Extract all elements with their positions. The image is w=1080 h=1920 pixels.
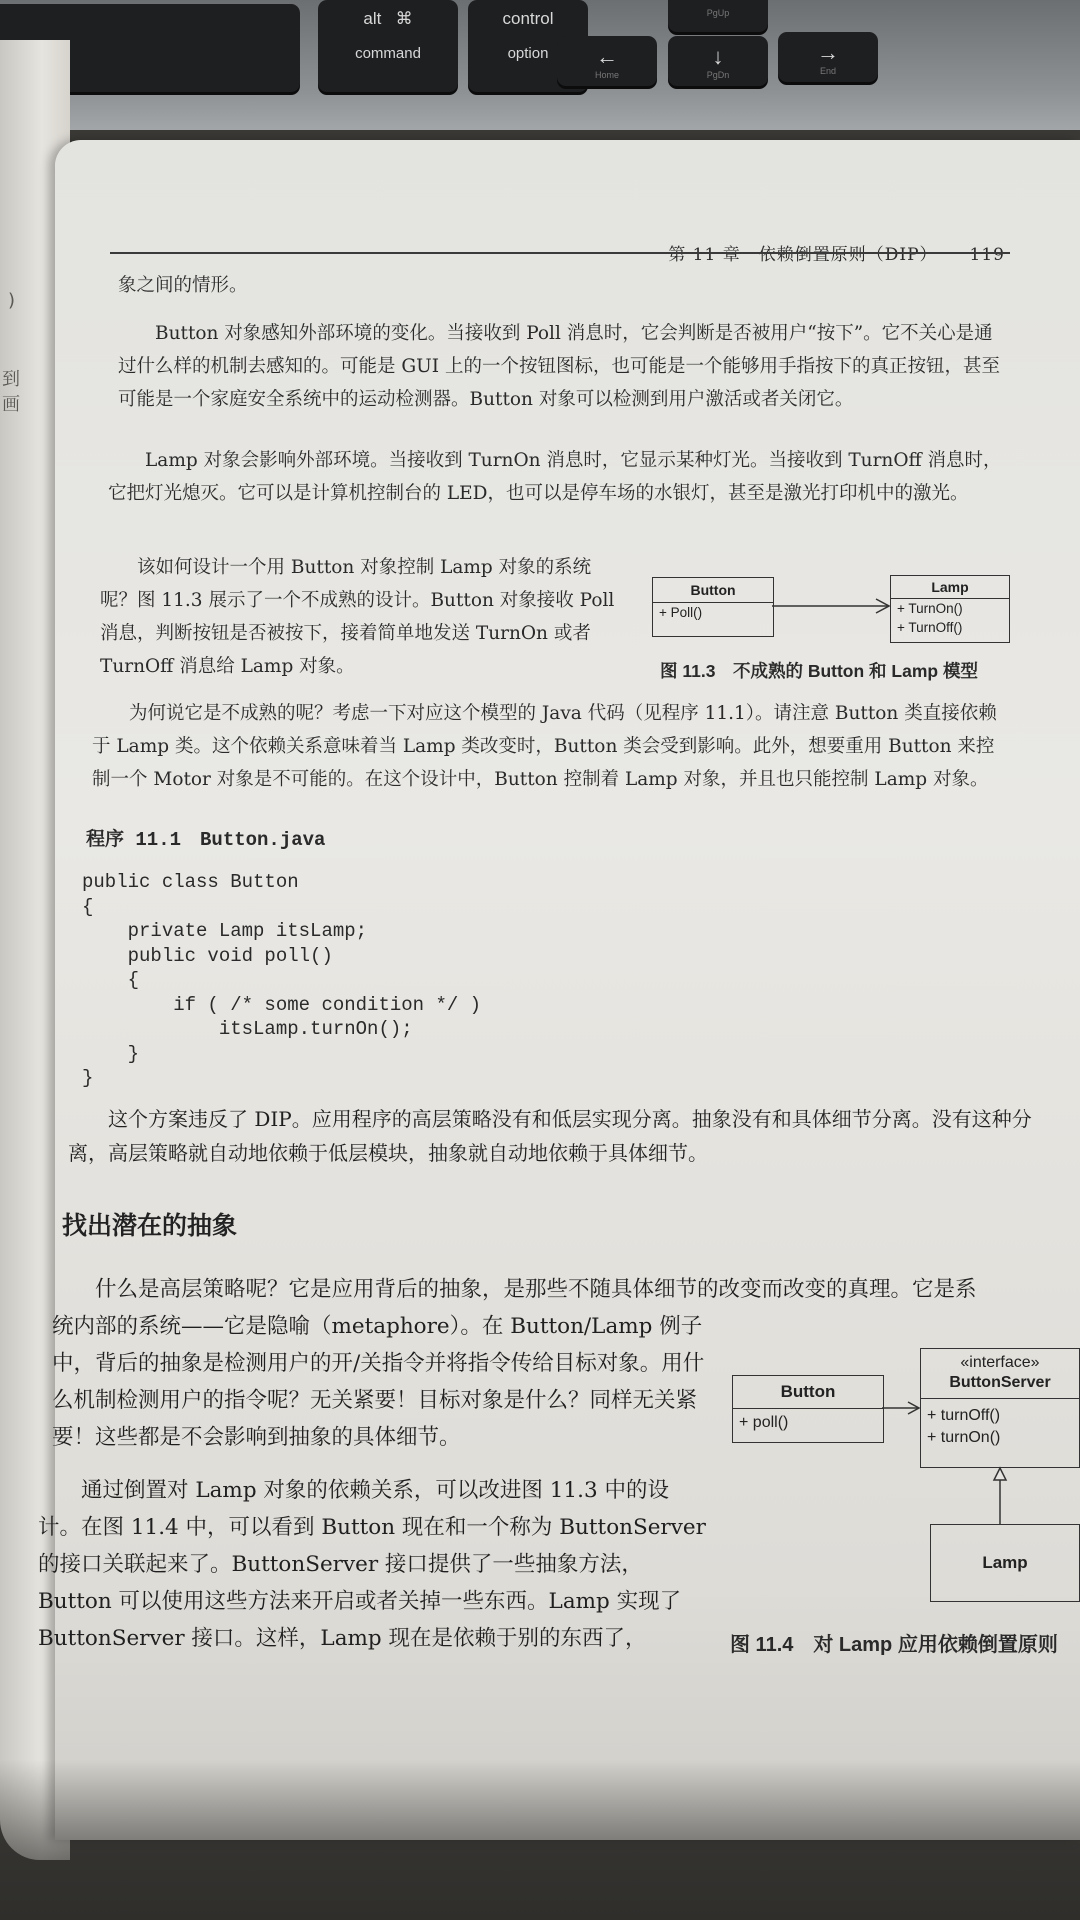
figure-caption: 图 11.3 不成熟的 Button 和 Lamp 模型 — [660, 661, 978, 681]
arrow-right-icon: → — [817, 40, 839, 65]
page-header — [668, 240, 1005, 270]
class-ops — [653, 603, 773, 623]
association-arrow — [882, 1398, 922, 1418]
key-pgup — [668, 0, 768, 32]
chapter-title: 第 11 章 依赖倒置原则（DIP） — [668, 245, 938, 265]
pgdn-label: PgDn — [706, 70, 730, 80]
interface-ops — [921, 1399, 1079, 1449]
association-arrow — [772, 596, 892, 616]
stereotype-label: «interface» — [960, 1354, 1040, 1371]
listing-title: 程序 11.1 Button.java — [86, 829, 326, 851]
left-edge-fragment: 画 — [2, 394, 20, 415]
paragraph-immature: 为何说它是不成熟的呢？考虑一下对应这个模型的 Java 代码（见程序 11.1）。请注意 Button 类直接依赖于 Lamp 类。这个依赖关系意味着当 Lamp 类改变时，Button 类会受到影响。此外，想要重用 Button 来控制一个 Motor 对象是不可能的。在这个设计中，Button 控制着 Lamp 对象，并且也只能控制 Lamp 对象。 — [92, 703, 997, 790]
option-label: option — [507, 45, 549, 62]
paragraph-intro: 象之间的情形。 — [118, 275, 248, 296]
alt-label: alt — [363, 9, 382, 28]
key-home — [557, 36, 657, 86]
paragraph-violation: 这个方案违反了 DIP。应用程序的高层策略没有和低层实现分离。抽象没有和具体细节分离。没有这种分离，高层策略就自动地依赖于低层模块，抽象就自动地依赖于具体细节。 — [68, 1107, 1032, 1166]
class-name: Button — [733, 1376, 883, 1409]
uml-class-button — [732, 1375, 884, 1443]
header-rule — [110, 252, 1010, 254]
control-label: control — [502, 9, 554, 28]
paragraph-abstraction-line1: 什么是高层策略呢？它是应用背后的抽象，是那些不随具体细节的改变而改变的真理。它是系 — [95, 1277, 977, 1302]
operation: + poll() — [739, 1414, 789, 1431]
uml-class-button — [652, 577, 774, 637]
page-shadow — [0, 1760, 1080, 1920]
paragraph-lamp: Lamp 对象会影响外部环境。当接收到 TurnOn 消息时，它显示某种灯光。当接收到 TurnOff 消息时，它把灯光熄灭。它可以是计算机控制台的 LED，也可以是停车场的水银灯，甚至是激光打印机中的激光。 — [108, 450, 1002, 504]
key-pgdn — [668, 36, 768, 86]
laptop-keyboard — [0, 0, 1080, 130]
left-edge-fragment: 到 — [2, 369, 20, 390]
section-heading: 找出潜在的抽象 — [62, 1211, 238, 1240]
class-ops — [891, 599, 1009, 637]
paragraph-button: Button 对象感知外部环境的变化。当接收到 Poll 消息时，它会判断是否被用户“按下”。它不关心是通过什么样的机制去感知的。可能是 GUI 上的一个按钮图标，也可能是一个能够用手指按下的真正按钮，甚至可能是一个家庭安全系统中的运动检测器。Button 对象可以检测到用户激活或者关闭它。 — [118, 323, 1000, 410]
page-number: 119 — [969, 245, 1005, 265]
interface-name-block — [921, 1349, 1079, 1399]
realization-arrow — [990, 1466, 1010, 1526]
figure-caption: 图 11.4 对 Lamp 应用依赖倒置原则 — [730, 1634, 1058, 1656]
operation: + turnOff() — [927, 1407, 1001, 1424]
operation: + turnOn() — [927, 1429, 1001, 1446]
home-label: Home — [594, 70, 619, 80]
command-label: command — [355, 45, 421, 62]
operation: + TurnOff() — [897, 620, 963, 635]
uml-class-lamp — [930, 1524, 1080, 1602]
operation: + Poll() — [659, 605, 703, 620]
key-end — [778, 32, 878, 82]
paragraph-abstraction: 统内部的系统——它是隐喻（metaphore）。在 Button/Lamp 例子中，背后的抽象是检测用户的开/关指令并将指令传给目标对象。用什么机制检测用户的指令呢？无关紧要！目标对象是什么？同样无关紧要！这些都是不会影响到抽象的具体细节。 — [52, 1314, 705, 1450]
key-alt-command — [318, 0, 458, 92]
code-listing: public class Button { private Lamp itsLamp; public void poll() { if ( /* some condition */ ) itsLamp.turnOn(); } } — [82, 871, 482, 1089]
left-edge-fragment: ) — [8, 290, 16, 311]
class-name: Lamp — [982, 1553, 1028, 1572]
arrow-left-icon: ← — [596, 44, 618, 69]
interface-name: ButtonServer — [949, 1374, 1051, 1391]
paragraph-design: 该如何设计一个用 Button 对象控制 Lamp 对象的系统呢？图 11.3 展示了一个不成熟的设计。Button 对象接收 Poll 消息，判断按钮是否被按下，接着简单地发送 TurnOn 或者 TurnOff 消息给 Lamp 对象。 — [100, 557, 615, 677]
class-ops — [733, 1409, 883, 1437]
operation: + TurnOn() — [897, 601, 963, 616]
paragraph-inversion: 通过倒置对 Lamp 对象的依赖关系，可以改进图 11.3 中的设计。在图 11.4 中，可以看到 Button 现在和一个称为 ButtonServer 的接口关联起来了。ButtonServer 接口提供了一些抽象方法，Button 可以使用这些方法来开启或者关掉一些东西。Lamp 实现了 ButtonServer 接口。这样，Lamp 现在是依赖于别的东西了， — [38, 1478, 706, 1651]
end-label: End — [819, 66, 836, 76]
uml-interface-buttonserver — [920, 1348, 1080, 1468]
uml-class-lamp — [890, 575, 1010, 643]
pgup-label: PgUp — [706, 8, 730, 18]
class-name: Button — [653, 578, 773, 603]
command-icon: ⌘ — [395, 9, 413, 28]
class-name: Lamp — [891, 576, 1009, 599]
arrow-down-icon: ↓ — [712, 44, 724, 69]
